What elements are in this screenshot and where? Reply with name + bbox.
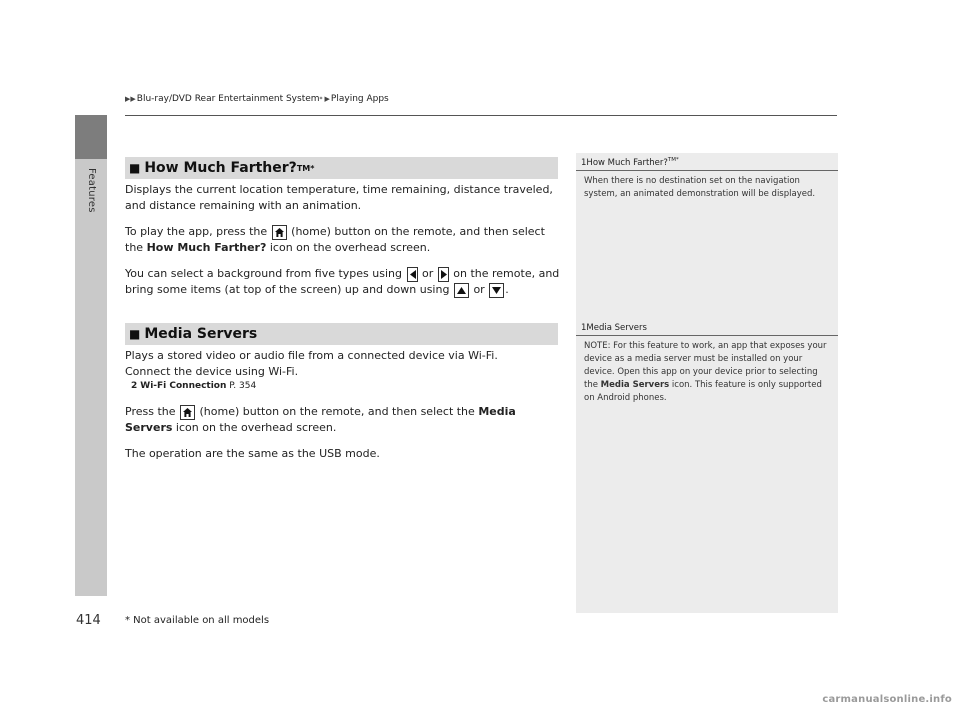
note-media-servers xyxy=(576,319,838,405)
note-title: 1Media Servers xyxy=(581,323,647,333)
reference-icon: 2 xyxy=(131,381,138,391)
paragraph: Press the (home) button on the remote, and then select the Media Servers icon on the overhead screen. xyxy=(125,405,516,434)
paragraph: Connect the device using Wi-Fi. xyxy=(125,365,299,378)
paragraph: Plays a stored video or audio file from a connected device via Wi-Fi. xyxy=(125,349,498,362)
home-icon xyxy=(272,225,287,240)
header-divider xyxy=(125,115,837,116)
breadcrumb-part1: Blu-ray/DVD Rear Entertainment System xyxy=(136,94,320,104)
note-body: When there is no destination set on the navigation system, an animated demonstration will be displayed. xyxy=(584,175,816,199)
chapter-tab-marker xyxy=(75,115,107,159)
right-arrow-icon xyxy=(438,267,449,282)
note-how-much-farther xyxy=(576,153,838,201)
watermark: carmanualsonline.info xyxy=(822,694,952,705)
breadcrumb-arrow-icon: ▶ xyxy=(324,95,330,103)
up-arrow-icon xyxy=(454,283,469,298)
section-square-icon: ■ xyxy=(129,327,141,341)
breadcrumb-asterisk: * xyxy=(319,95,323,103)
down-arrow-icon xyxy=(489,283,504,298)
chapter-label: Features xyxy=(86,168,97,213)
breadcrumb xyxy=(125,94,389,104)
paragraph: You can select a background from five types using or on the remote, and bring some items (at top of the screen) up and down using or . xyxy=(125,267,560,296)
note-title: 1How Much Farther?$^{TM*}$ xyxy=(581,157,679,168)
paragraph: Displays the current location temperature, time remaining, distance traveled, and distance remaining with an animation. xyxy=(125,183,553,212)
breadcrumb-part2: Playing Apps xyxy=(330,94,389,104)
note-marker: 1 xyxy=(581,323,587,333)
breadcrumb-arrow-icon: ▶▶ xyxy=(125,95,136,103)
paragraph: The operation are the same as the USB mode. xyxy=(125,447,380,460)
section-body-media-servers xyxy=(125,348,565,472)
footnote: * Not available on all models xyxy=(125,615,270,626)
left-arrow-icon xyxy=(407,267,418,282)
note-marker: 1 xyxy=(581,157,587,168)
section-heading-media-servers: ■ Media Servers xyxy=(125,323,558,345)
section-body-how-much-farther xyxy=(125,182,565,308)
section-heading-how-much-farther: ■ How Much Farther? TM* xyxy=(125,157,558,179)
page-number: 414 xyxy=(76,613,101,628)
paragraph: To play the app, press the (home) button on the remote, and then select the How Much Farther? icon on the overhead screen. xyxy=(125,225,545,254)
home-icon xyxy=(180,405,195,420)
note-body: NOTE: For this feature to work, an app that exposes your device as a media server must be installed on your device. Open this app on your device prior to selecting the Media Servers icon. This feature is only supported on Android phones. xyxy=(584,341,827,403)
section-square-icon: ■ xyxy=(129,161,141,175)
cross-reference-link[interactable]: 2 Wi-Fi Connection P. 354 xyxy=(131,378,565,394)
